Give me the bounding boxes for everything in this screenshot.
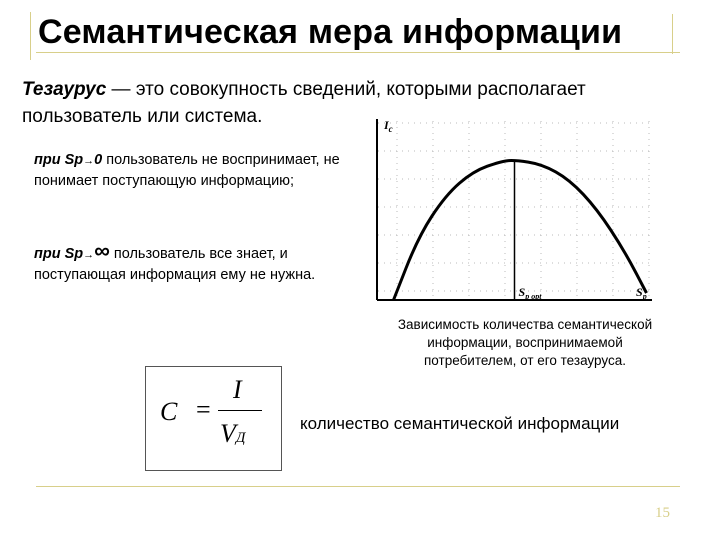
y-axis-label: $I_c$ [384, 118, 393, 134]
page-title: Семантическая мера информации [38, 13, 623, 51]
bottom-rule [36, 486, 680, 487]
formula-lhs: C [160, 397, 178, 426]
case-zero-text: пользователь не воспринимает, не понимает поступающую информацию; [34, 152, 340, 189]
definition-text: — это совокупность сведений, которыми располагает пользователь или система. [22, 79, 586, 127]
x-axis-label: $S_p$ [636, 285, 647, 301]
formula-box [145, 366, 282, 471]
case-infinity-label: при Sp [34, 246, 84, 262]
left-rule [30, 12, 31, 60]
fraction-bar [218, 410, 262, 411]
semantic-info-chart [360, 115, 660, 315]
case-zero-limit: 0 [94, 152, 103, 168]
formula-description: количество семантической информации [300, 414, 620, 433]
curve-series [394, 161, 647, 300]
case-zero-paragraph [34, 150, 364, 191]
arrow-icon: → [83, 155, 95, 167]
case-infinity-text: пользователь все знает, и поступающая информация ему не нужна. [34, 246, 316, 283]
formula-denominator: VД [220, 419, 246, 448]
chart-caption: Зависимость количества семантической информации, воспринимаемой потребителем, от его тезауруса. [397, 317, 653, 368]
arrow-icon: → [83, 249, 95, 261]
infinity-symbol: ∞ [94, 238, 110, 263]
formula-equals: = [196, 395, 211, 424]
case-infinity-paragraph [34, 238, 364, 285]
case-zero-label: при Sp [34, 152, 84, 168]
term-thesaurus: Тезаурус [22, 79, 107, 100]
optimum-label: $S_{p opt}$ [518, 285, 542, 301]
formula-numerator: I [233, 375, 242, 404]
page-number: 15 [655, 505, 670, 521]
